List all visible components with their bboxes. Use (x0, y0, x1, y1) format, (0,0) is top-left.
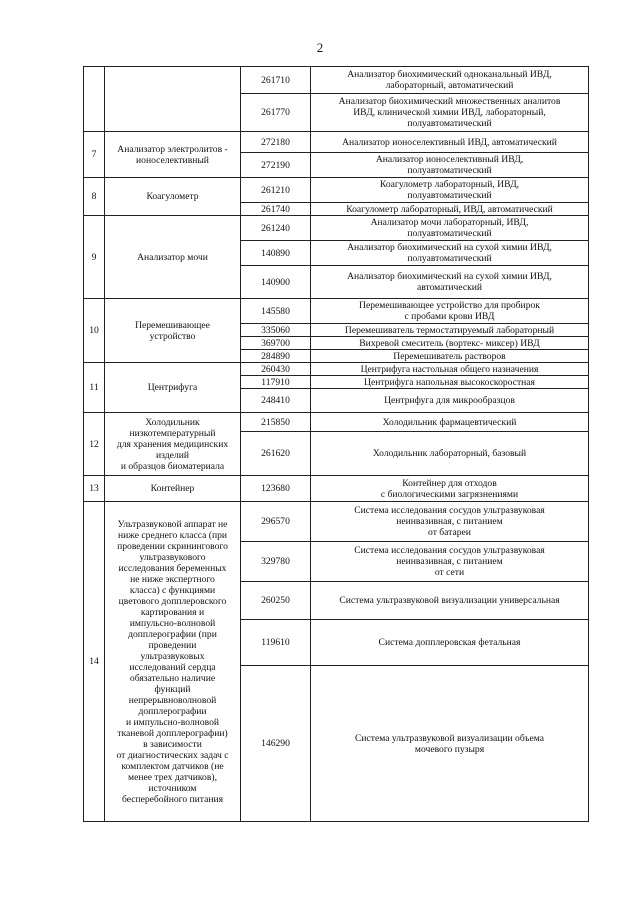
description-cell: Центрифуга для микрообразцов (311, 389, 589, 413)
code-cell: 260430 (241, 363, 311, 376)
code-cell: 140890 (241, 241, 311, 266)
code-cell: 369700 (241, 337, 311, 350)
description-cell: Контейнер для отходов с биологическими загрязнениями (311, 476, 589, 502)
description-cell: Перемешивающее устройство для пробирок с пробами крови ИВД (311, 299, 589, 324)
code-cell: 261740 (241, 203, 311, 216)
group-number (84, 67, 105, 132)
description-cell: Коагулометр лабораторный, ИВД, полуавтоматический (311, 178, 589, 203)
description-cell: Анализатор биохимический на сухой химии ИВД, автоматический (311, 266, 589, 299)
description-cell: Анализатор ионоселективный ИВД, автоматический (311, 132, 589, 153)
description-cell: Анализатор мочи лабораторный, ИВД, полуавтоматический (311, 216, 589, 241)
description-cell: Система ультразвуковой визуализации универсальная (311, 582, 589, 620)
code-cell: 296570 (241, 502, 311, 542)
description-cell: Перемешиватель растворов (311, 350, 589, 363)
group-number: 8 (84, 178, 105, 216)
group-name: Перемешивающее устройство (105, 299, 241, 363)
description-cell: Коагулометр лабораторный, ИВД, автоматический (311, 203, 589, 216)
code-cell: 272190 (241, 153, 311, 178)
code-cell: 215850 (241, 413, 311, 432)
code-cell: 260250 (241, 582, 311, 620)
description-cell: Центрифуга настольная общего назначения (311, 363, 589, 376)
table-row (84, 299, 589, 324)
code-cell: 146290 (241, 666, 311, 822)
code-cell: 261710 (241, 67, 311, 94)
description-cell: Перемешиватель термостатируемый лабораторный (311, 324, 589, 337)
code-cell: 284890 (241, 350, 311, 363)
description-cell: Холодильник фармацевтический (311, 413, 589, 432)
code-cell: 123680 (241, 476, 311, 502)
group-name: Анализатор мочи (105, 216, 241, 299)
description-cell: Вихревой смеситель (вортекс- миксер) ИВД (311, 337, 589, 350)
description-cell: Холодильник лабораторный, базовый (311, 432, 589, 476)
table-row (84, 216, 589, 241)
description-cell: Система исследования сосудов ультразвуковая неинвазивная, с питанием от батареи (311, 502, 589, 542)
group-name: Коагулометр (105, 178, 241, 216)
description-cell: Анализатор биохимический одноканальный ИВД, лабораторный, автоматический (311, 67, 589, 94)
table-row (84, 132, 589, 153)
group-name: Холодильник низкотемпературный для хранения медицинских изделий и образцов биоматериала (105, 413, 241, 476)
group-number: 11 (84, 363, 105, 413)
table-row (84, 67, 589, 94)
code-cell: 145580 (241, 299, 311, 324)
code-cell: 261240 (241, 216, 311, 241)
group-number: 12 (84, 413, 105, 476)
group-name: Ультразвуковой аппарат не ниже среднего класса (при проведении скринингового ультразвукового исследования беременных не ниже экспертного класса) с функциями цветового допплеровского картирования и импульсно-волновой допплерографии (при проведении ультразвуковых исследований сердца обязательно наличие функций непрерывноволновой допплерографии и импульсно-волновой тканевой допплерографии) в зависимости от диагностических задач с комплектом датчиков (не менее трех датчиков), источником бесперебойного питания (105, 502, 241, 822)
code-cell: 119610 (241, 620, 311, 666)
description-cell: Анализатор биохимический на сухой химии ИВД, полуавтоматический (311, 241, 589, 266)
group-name: Центрифуга (105, 363, 241, 413)
code-cell: 117910 (241, 376, 311, 389)
code-cell: 335060 (241, 324, 311, 337)
description-cell: Анализатор биохимический множественных аналитов ИВД, клинической химии ИВД, лабораторный, полуавтоматический (311, 94, 589, 132)
group-number: 7 (84, 132, 105, 178)
group-name: Контейнер (105, 476, 241, 502)
group-name (105, 67, 241, 132)
table-row (84, 502, 589, 542)
code-cell: 261770 (241, 94, 311, 132)
group-name: Анализатор электролитов - ионоселективный (105, 132, 241, 178)
description-cell: Анализатор ионоселективный ИВД, полуавтоматический (311, 153, 589, 178)
code-cell: 140900 (241, 266, 311, 299)
table-row (84, 413, 589, 432)
code-cell: 261620 (241, 432, 311, 476)
code-cell: 272180 (241, 132, 311, 153)
group-number: 10 (84, 299, 105, 363)
group-number: 14 (84, 502, 105, 822)
table-row (84, 363, 589, 376)
equipment-table (83, 66, 589, 822)
description-cell: Центрифуга напольная высокоскоростная (311, 376, 589, 389)
code-cell: 248410 (241, 389, 311, 413)
description-cell: Система исследования сосудов ультразвуковая неинвазивная, с питанием от сети (311, 542, 589, 582)
code-cell: 261210 (241, 178, 311, 203)
page-number: 2 (316, 40, 324, 55)
description-cell: Система допплеровская фетальная (311, 620, 589, 666)
table-row (84, 178, 589, 203)
group-number: 13 (84, 476, 105, 502)
group-number: 9 (84, 216, 105, 299)
description-cell: Система ультразвуковой визуализации объема мочевого пузыря (311, 666, 589, 822)
code-cell: 329780 (241, 542, 311, 582)
table-row (84, 476, 589, 502)
